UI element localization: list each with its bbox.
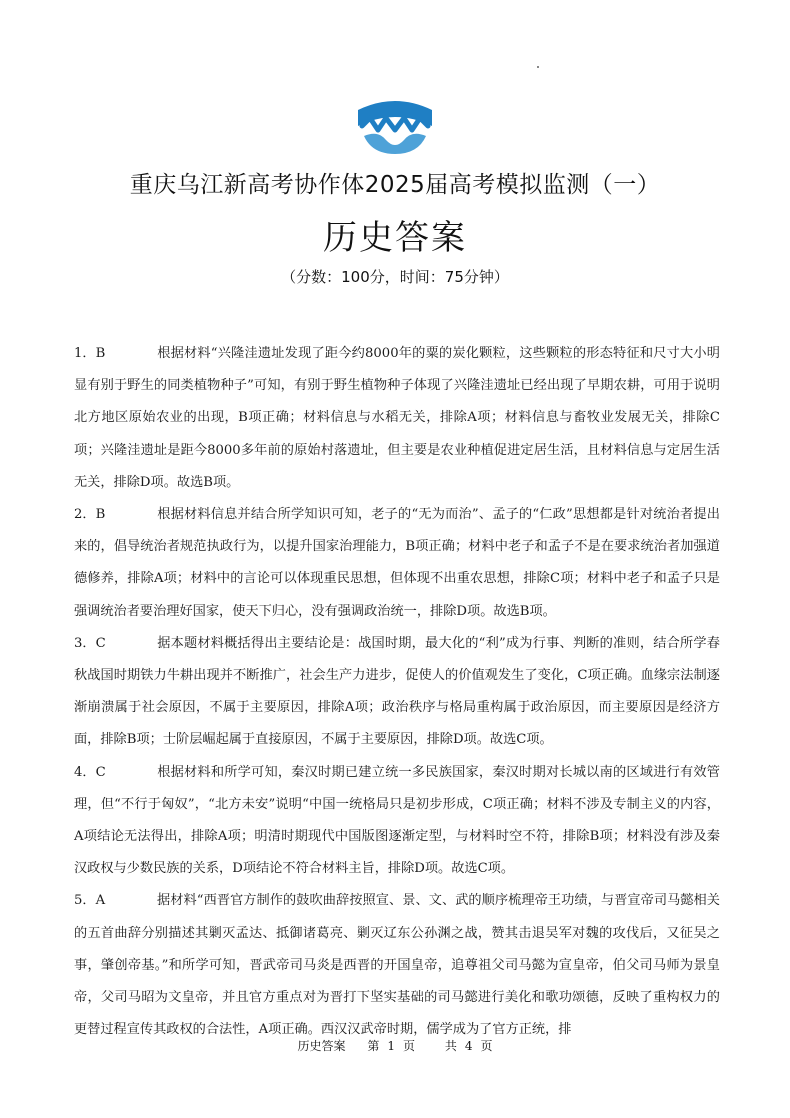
answer-number: 5．A [74,893,106,909]
footer-page-prefix: 第 [367,1039,380,1053]
answer-number: 4．C [74,764,106,780]
answer-text: 据材料“西晋官方制作的鼓吹曲辞按照宣、景、文、武的顺序梳理帝王功绩，与晋宣帝司马懿相关的五首曲辞分别描述其剿灭孟达、抵御诸葛亮、剿灭辽东公孙渊之战，赞其击退吴军对魏的攻伐后，又征吴之事，肇创帝基。”和所学可知，晋武帝司马炎是西晋的开国皇帝，追尊祖父司马懿为宣皇帝，伯父司马师为景皇帝，父司马昭为文皇帝，并且官方重点对为晋打下坚实基础的司马懿进行美化和歌功颂德，反映了重构权力的更替过程宣传其政权的合法性，A项正确。西汉汉武帝时期，儒学成为了官方正统，排 [74,893,720,1038]
footer-page-number: 1 [387,1039,395,1053]
answer-text: 根据材料信息并结合所学知识可知，老子的“无为而治”、孟子的“仁政”思想都是针对统治者提出来的，倡导统治者规范执政行为，以提升国家治理能力，B项正确；材料中老子和孟子不是在要求统治者加强道德修养，排除A项；材料中的言论可以体现重民思想，但体现不出重农思想，排除C项；材料中老子和孟子只是强调统治者要治理好国家，使天下归心，没有强调政治统一，排除D项。故选B项。 [74,507,720,619]
exam-info: （分数：100分，时间：75分钟） [281,268,509,286]
answer-item [74,628,720,757]
scan-dot [537,66,539,68]
footer-page-suffix: 页 [402,1039,415,1053]
answer-item [74,757,720,886]
footer-total-suffix: 页 [480,1039,493,1053]
answer-list [74,338,720,1046]
answer-item [74,885,720,1046]
footer-total-pages: 4 [464,1039,473,1053]
answer-number: 3．C [74,635,106,651]
answer-text: 据本题材料概括得出主要结论是：战国时期，最大化的“利”成为行事、判断的准则，结合所学春秋战国时期铁力牛耕出现并不断推广，社会生产力进步，促使人的价值观发生了变化，C项正确。血缘宗法制逐渐崩溃属于社会原因，不属于主要原因，排除A项；政治秩序与格局重构属于政治原因，而主要原因是经济方面，排除B项；士阶层崛起属于直接原因，不属于主要原因，排除D项。故选C项。 [74,635,720,748]
answer-item [74,499,720,628]
answer-item [74,338,720,499]
answer-number: 1．B [74,346,106,361]
page-footer [0,1037,790,1054]
answer-text: 根据材料“兴隆洼遗址发现了距今约8000年的粟的炭化颗粒，这些颗粒的形态特征和尺寸大小明显有别于野生的同类植物种子”可知，有别于野生植物种子体现了兴隆洼遗址已经出现了早期农耕，可用于说明北方地区原始农业的出现，B项正确；材料信息与水稻无关，排除A项；材料信息与畜牧业发展无关，排除C项；兴隆洼遗址是距今8000多年前的原始村落遗址，但主要是农业种植促进定居生活，且材料信息与定居生活无关，排除D项。故选B项。 [74,346,720,490]
answer-number: 2．B [74,507,106,523]
answer-text: 根据材料和所学可知，秦汉时期已建立统一多民族国家，秦汉时期对长城以南的区域进行有效管理，但“不行于匈奴”，“北方未安”说明“中国一统格局只是初步形成，C项正确；材料不涉及专制主义的内容，A项结论无法得出，排除A项；明清时期现代中国版图逐渐定型，与材料时空不符，排除B项；材料没有涉及秦汉政权与少数民族的关系，D项结论不符合材料主旨，排除D项。故选C项。 [74,764,720,877]
footer-doc-name: 历史答案 [297,1039,346,1053]
footer-total-prefix: 共 [444,1039,457,1053]
school-title: 重庆乌江新高考协作体2025届高考模拟监测（一） [129,172,661,198]
school-logo-icon [356,96,434,154]
page-title: 历史答案 [323,218,467,258]
